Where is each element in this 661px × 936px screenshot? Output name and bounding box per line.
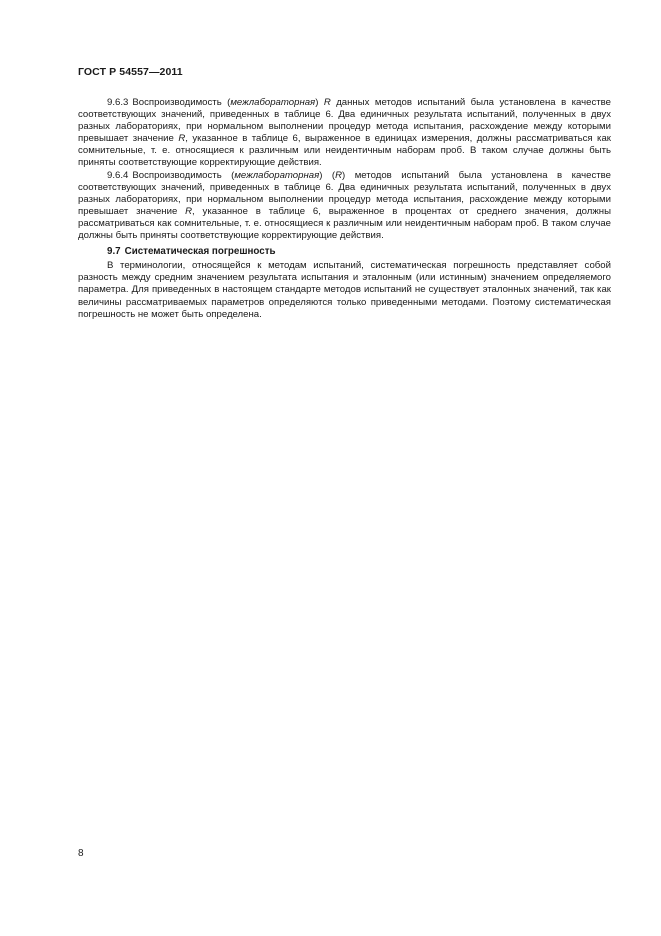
paragraph-9-6-4 (78, 170, 611, 243)
paragraph-9-7-body: В терминологии, относящейся к методам испытаний, систематическая погрешность представляет собой разность между средним значением результата испытания и эталонным (или истинным) значением определяемого параметра. Для приведенных в настоящем стандарте методов испытаний не существует эталонных значений, так как величины рассматриваемых параметров определяются только приведенными методами. Поэтому систематическая погрешность не может быть определена. (78, 260, 611, 320)
text-run: , указанное в таблице 6, выраженное в процентах от среднего значения, должны рассматриваться как сомнительные, т. е. относящиеся к различным или неидентичным наборам проб. В таком случае должны быть приняты соответствующие корректирующие действия. (78, 205, 611, 242)
section-title: Систематическая погрешность (124, 246, 276, 258)
clause-number: 9.6.3 (107, 97, 129, 108)
paragraph-9-6-3 (78, 97, 611, 170)
italic-run: R (178, 133, 186, 145)
text-run: , указанное в таблице 6, выраженное в единицах измерения, должны рассматриваться как сомнительные, т. е. относящиеся к различным или неидентичным наборам проб. В таком случае должны быть приняты соответствующие корректирующие действия. (78, 133, 611, 169)
document-code-header: ГОСТ Р 54557—2011 (78, 66, 183, 78)
text-run: Воспроизводимость ( (132, 97, 231, 108)
italic-run: R (185, 205, 193, 217)
document-body (78, 97, 611, 321)
clause-number: 9.6.4 (107, 169, 129, 181)
text-run: данных методов испытаний была установлена в качестве соответствующих значений, приведенных в таблице 6. Два единичных результата испытаний, полученных в двух разных лабораториях, при нормальном выполнении процедур метода испытания, расхождение между которыми превышает значение (78, 97, 611, 145)
italic-run: R (323, 97, 331, 108)
section-heading-9-7 (78, 246, 611, 258)
italic-run: межлабораторная (234, 169, 320, 181)
text-run: ) методов испытаний была установлена в качестве соответствующих значений, приведенных в таблице 6. Два единичных результата испытаний, полученных в двух разных лабораториях, при нормальном выполнении процедур метода испытания, расхождение между которыми превышает значение (78, 169, 611, 217)
italic-run: межлабораторная (230, 97, 316, 108)
text-run: ) ( (319, 169, 336, 181)
text-run: Воспроизводимость ( (132, 169, 235, 181)
page-number: 8 (78, 848, 84, 859)
section-number: 9.7 (107, 246, 121, 258)
text-run: ) (315, 97, 324, 108)
italic-run: R (335, 169, 343, 181)
